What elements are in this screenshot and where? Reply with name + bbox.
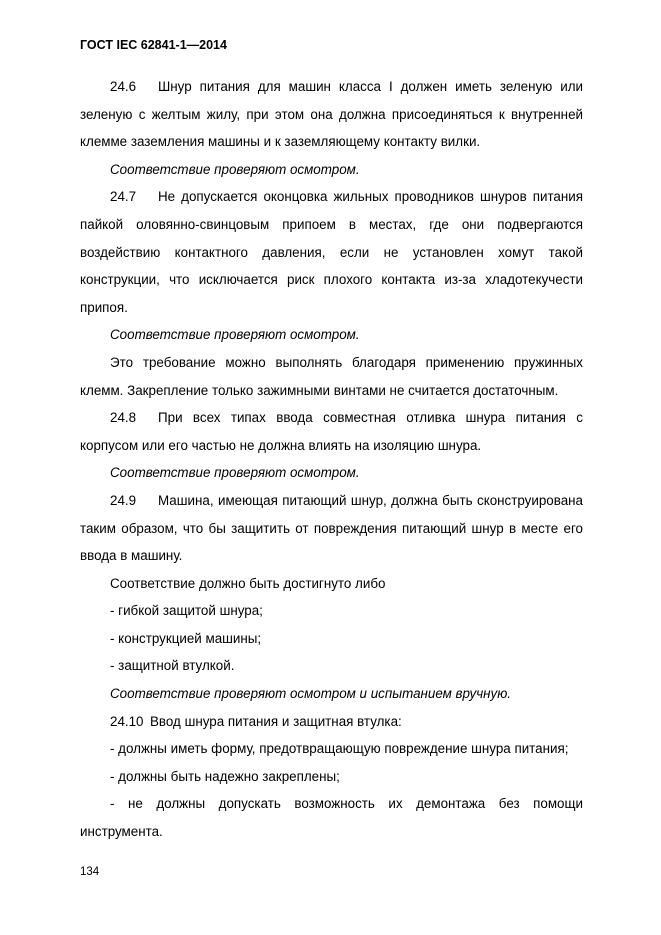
clause-number: 24.9 — [110, 492, 137, 508]
document-header: ГОСТ IEC 62841-1—2014 — [80, 38, 227, 52]
clause-24-10 — [80, 708, 583, 736]
note-paragraph: Это требование можно выполнять благодаря применению пружинных клемм. Закрепление только зажимными винтами не считается достаточным. — [80, 354, 583, 398]
list-item: - конструкцией машины; — [110, 630, 262, 646]
compliance-note: Соответствие проверяют осмотром. — [110, 161, 360, 177]
compliance-note: Соответствие проверяют осмотром. — [110, 327, 360, 343]
compliance-note: Соответствие проверяют осмотром. — [110, 465, 360, 481]
clause-text: При всех типах ввода совместная отливка шнура питания с корпусом или его частью не должна влиять на изоляцию шнура. — [80, 410, 583, 453]
clause-text: Шнур питания для машин класса I должен иметь зеленую или зеленую с желтым жилу, при этом она должна присоединяться к внутренней клемме заземления машины и к заземляющему контакту вилки. — [80, 79, 583, 150]
compliance-note: Соответствие проверяют осмотром и испытанием вручную. — [110, 686, 512, 702]
clause-24-8 — [80, 404, 583, 459]
list-item: - не должны допускать возможность их демонтажа без помощи инструмента. — [80, 796, 583, 840]
list-item: - гибкой защитой шнура; — [110, 603, 263, 619]
page-number: 134 — [80, 866, 100, 878]
clause-number: 24.7 — [110, 189, 137, 205]
clause-24-6 — [80, 73, 583, 156]
clause-24-9 — [80, 487, 583, 570]
clause-text: Не допускается оконцовка жильных проводников шнуров питания пайкой оловянно-свинцовым припоем в местах, где они подвергаются воздействию контактного давления, если не установлен хомут такой конструкции, что исключается риск плохого контакта из-за хладотекучести припоя. — [80, 189, 583, 315]
compliance-intro: Соответствие должно быть достигнуто либо — [110, 575, 386, 591]
clause-text: Ввод шнура питания и защитная втулка: — [150, 713, 402, 729]
document-body — [80, 73, 583, 846]
clause-number: 24.8 — [110, 410, 137, 426]
list-item: - защитной втулкой. — [110, 658, 235, 674]
clause-number: 24.10 — [110, 713, 144, 729]
clause-24-7 — [80, 183, 583, 321]
list-item: - должны иметь форму, предотвращающую повреждение шнура питания; — [110, 741, 569, 757]
clause-text: Машина, имеющая питающий шнур, должна быть сконструирована таким образом, что бы защитить от повреждения питающий шнур в месте его ввода в машину. — [80, 492, 583, 564]
list-item: - должны быть надежно закреплены; — [110, 768, 340, 784]
clause-number: 24.6 — [110, 79, 137, 94]
